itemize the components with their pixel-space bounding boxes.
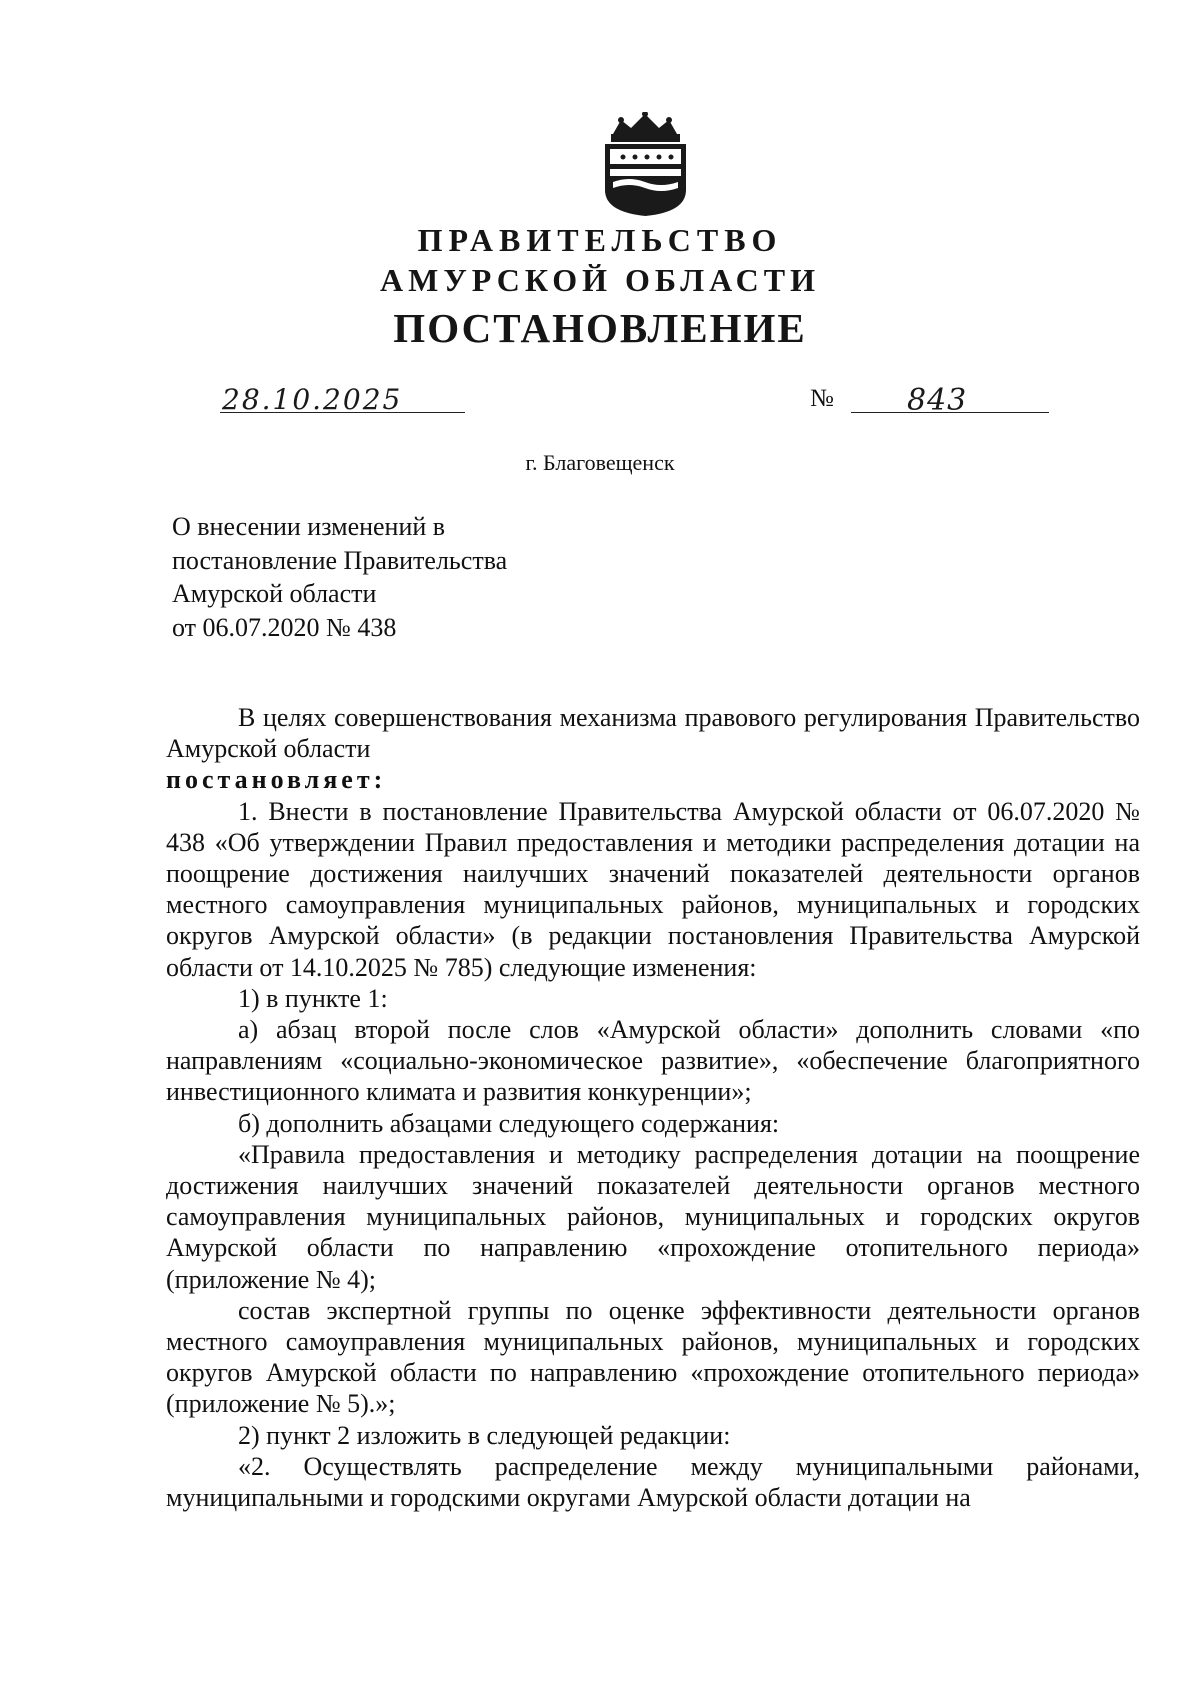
paragraph-5: «Правила предоставления и методику распределения дотации на поощрение достижения наилучших значений показателей деятельности органов местного самоуправления муниципальных районов, муниципальных и городских округов Амурской области по направлению «прохождение отопительного периода» (приложение № 4); xyxy=(166,1139,1140,1294)
subject-line: постановление Правительства xyxy=(172,545,508,575)
intro-paragraph: В целях совершенствования механизма правового регулирования Правительство Амурской области xyxy=(166,703,1140,764)
paragraph-6: состав экспертной группы по оценке эффективности деятельности органов местного самоуправления муниципальных районов, муниципальных и городских округов Амурской области по направлению «прохождение отопительного периода» (приложение № 5).»; xyxy=(166,1295,1140,1419)
document-subject xyxy=(172,510,507,644)
subject-line: О внесении изменений в xyxy=(172,512,446,541)
paragraph-8: «2. Осуществлять распределение между муниципальными районами, муниципальными и городскими округами Амурской области дотации на xyxy=(166,1451,1140,1513)
coat-of-arms-icon xyxy=(599,112,692,216)
subject-line: Амурской области xyxy=(172,579,377,608)
document-date: 28.10.2025 xyxy=(222,383,403,416)
document-body xyxy=(166,702,1140,1513)
paragraph-1: 1. Внести в постановление Правительства Амурской области от 06.07.2020 № 438 «Об утверждении Правил предоставления и методики распределения дотации на поощрение достижения наилучших значений показателей деятельности органов местного самоуправления муниципальных районов, муниципальных и городских округов Амурской области» (в редакции постановления Правительства Амурской области от 14.10.2025 № 785) следующие изменения: xyxy=(166,796,1140,982)
government-title: ПРАВИТЕЛЬСТВО xyxy=(417,222,783,258)
region-title: АМУРСКОЙ ОБЛАСТИ xyxy=(380,262,820,298)
document-number: 843 xyxy=(907,383,968,418)
city-line: г. Благовещенск xyxy=(525,450,675,475)
paragraph-7: 2) пункт 2 изложить в следующей редакции: xyxy=(238,1420,731,1450)
resolves-heading: постановляет: xyxy=(166,765,387,795)
document-type-title: ПОСТАНОВЛЕНИЕ xyxy=(393,305,807,351)
paragraph-2: 1) в пункте 1: xyxy=(238,983,388,1013)
paragraph-4: б) дополнить абзацами следующего содержания: xyxy=(238,1108,780,1138)
paragraph-3: а) абзац второй после слов «Амурской области» дополнить словами «по направлениям «социально-экономическое развитие», «обеспечение благоприятного инвестиционного климата и развития конкуренции»; xyxy=(166,1015,1140,1107)
subject-line: от 06.07.2020 № 438 xyxy=(172,612,397,642)
number-label: № xyxy=(810,385,834,412)
